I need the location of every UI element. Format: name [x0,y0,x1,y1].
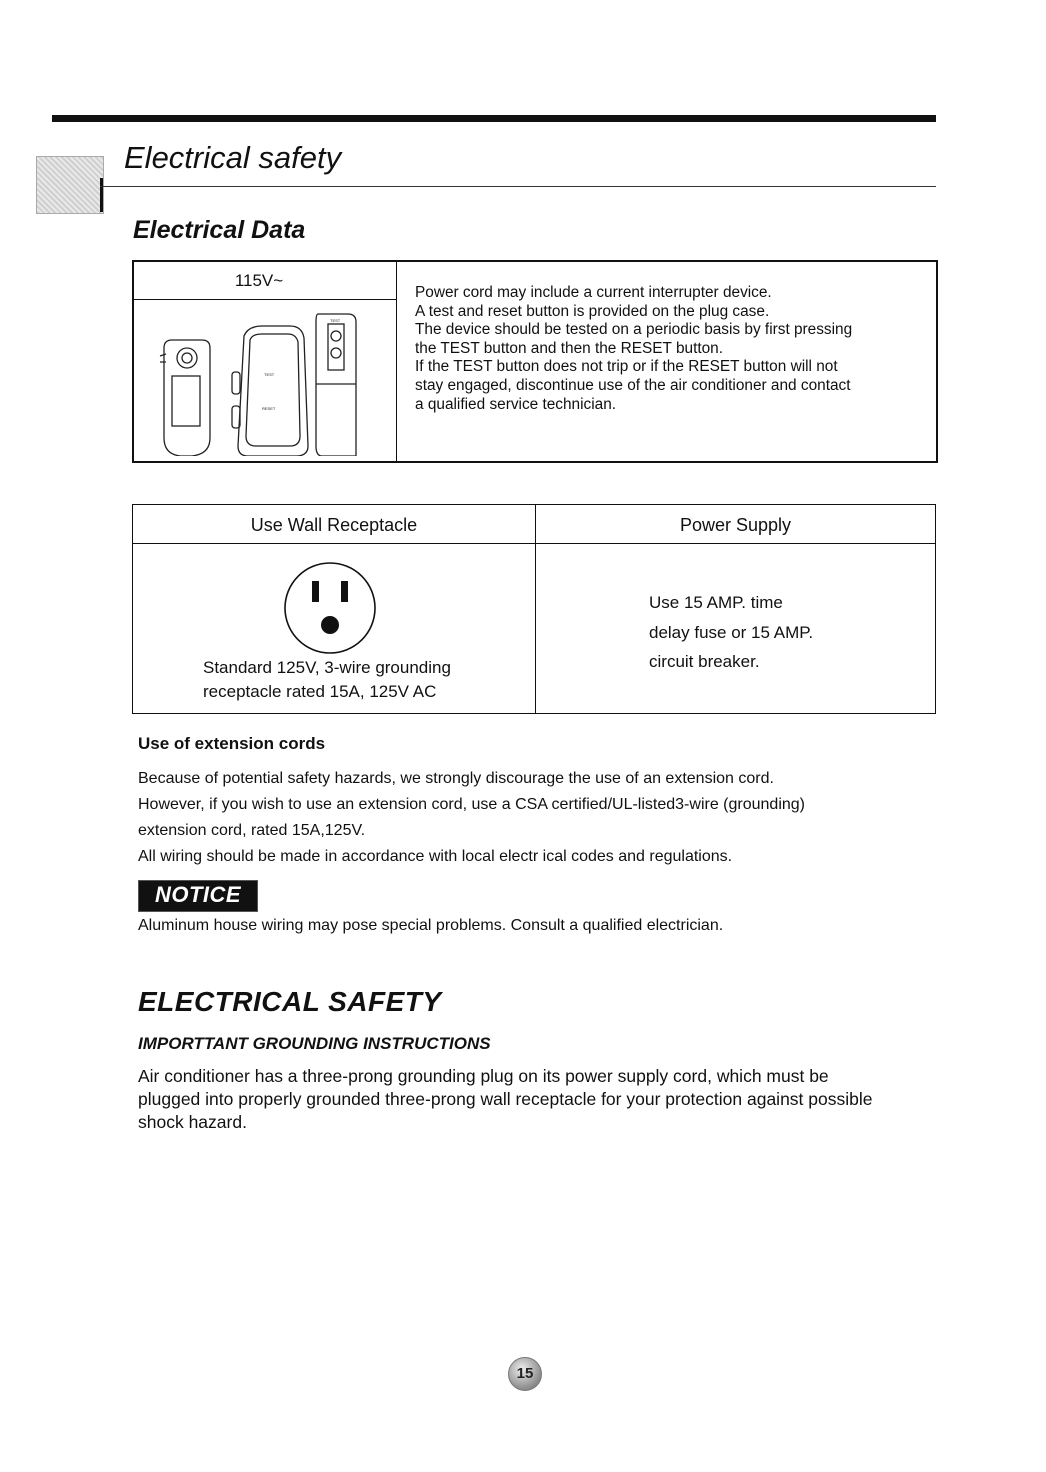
extension-cords-body: Because of potential safety hazards, we strongly discourage the use of an extension cord. However, if you wish to use an extension cord, use a CSA certified/UL-listed3-wire (grounding) extension cord, rated 15A,125V. All wiring should be made in accordance with local electr ical codes and regulations. [138,770,805,865]
receptacle-description: Standard 125V, 3-wire grounding receptacle rated 15A, 125V AC [203,658,451,701]
grounding-instructions-body: Air conditioner has a three-prong grounding plug on its power supply cord, which must be plugged into properly grounded three-prong wall receptacle for your protection against possible shock hazard. [138,1066,873,1132]
notice-label: NOTICE [154,882,242,907]
receptacle-table [132,504,936,714]
page-number-badge [508,1357,542,1391]
electrical-data-heading: Electrical Data [133,216,306,244]
electrical-data-box [132,260,938,463]
section-marker-tick [100,178,103,212]
test-label: TEST [330,318,341,323]
top-rule [52,115,936,122]
page-number: 15 [516,1365,534,1382]
table-header-power-supply: Power Supply [679,515,792,535]
test-label-body: TEST [264,372,275,377]
extension-cords-heading: Use of extension cords [138,734,326,753]
wall-receptacle-icon [283,561,377,655]
table-column-divider [535,505,536,713]
notice-text: Aluminum house wiring may pose special problems. Consult a qualified electrician. [138,917,724,934]
reset-label-body: RESET [262,406,276,411]
notice-badge [138,880,258,912]
power-supply-description: Use 15 AMP. time delay fuse or 15 AMP. circuit breaker. [649,593,814,671]
electrical-data-description: Power cord may include a current interrupter device. A test and reset button is provided on the plug case. The device should be tested on a periodic basis by first pressing the TEST button and then the RESET button. If the TEST button does not trip or if the RESET button will not stay engaged, discontinue use of the air conditioner and contact a qualified service technician. [415,284,853,413]
electrical-safety-heading: ELECTRICAL SAFETY [138,986,442,1017]
box-divider [396,262,397,461]
section-marker [36,156,104,214]
section-underline [100,186,936,187]
table-header-receptacle: Use Wall Receptacle [250,515,418,535]
section-title: Electrical safety [124,140,342,175]
plug-illustration [152,306,382,456]
table-header-divider [133,543,935,544]
voltage-label: 115V~ [234,271,284,290]
grounding-instructions-heading: IMPORTTANT GROUNDING INSTRUCTIONS [138,1034,491,1053]
voltage-divider [134,299,396,300]
